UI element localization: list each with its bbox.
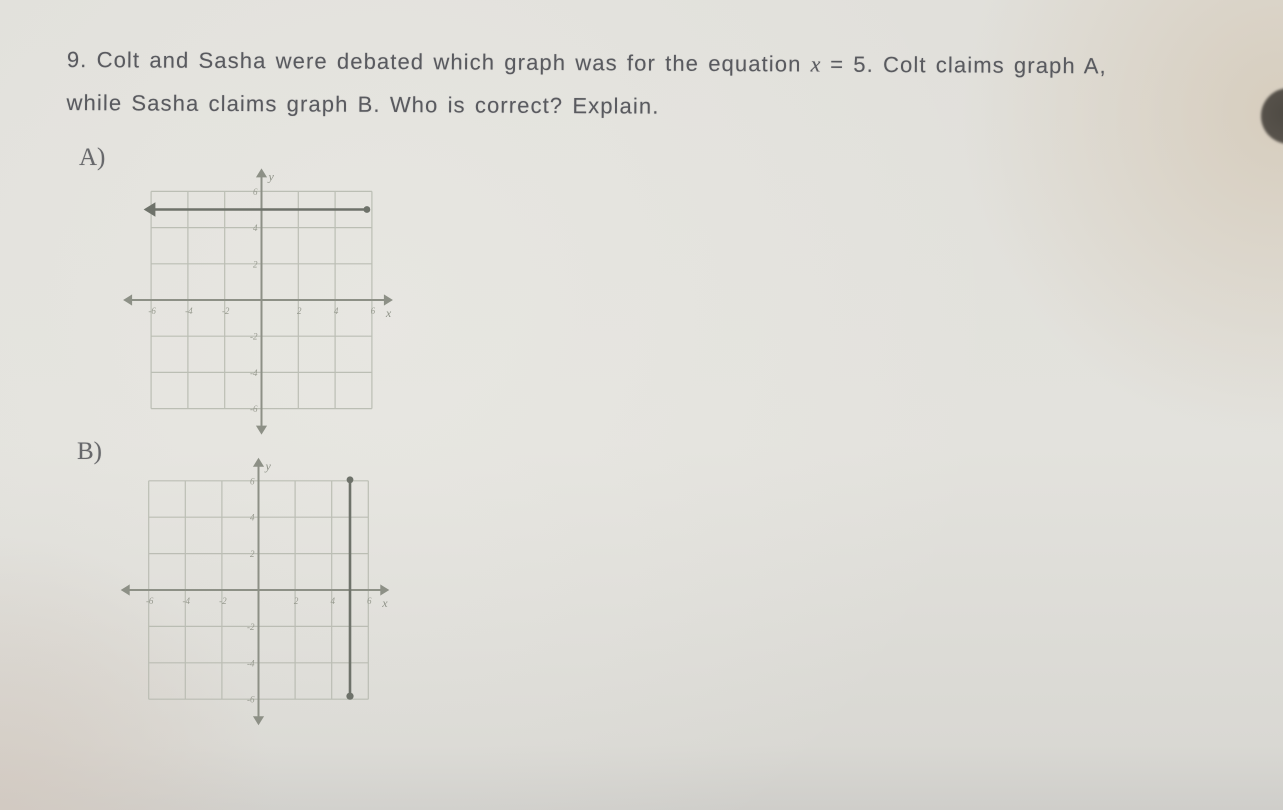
y-tick-label: -2 bbox=[250, 331, 258, 342]
graph-a-line-y=5 bbox=[146, 205, 370, 215]
axis-arrowhead bbox=[384, 294, 393, 305]
x-tick-label: -6 bbox=[145, 596, 154, 606]
axis-arrowhead bbox=[256, 168, 267, 177]
x-tick-label: 2 bbox=[293, 596, 299, 606]
x-tick-label: -2 bbox=[221, 306, 230, 316]
axis-arrowhead bbox=[123, 294, 132, 305]
graph-a-plot bbox=[123, 168, 393, 434]
y-tick-label: 4 bbox=[253, 223, 258, 234]
y-tick-label: 2 bbox=[253, 259, 258, 270]
equation-rest: = 5 bbox=[820, 51, 867, 77]
x-tick-label: 2 bbox=[297, 306, 302, 316]
y-tick-label: 6 bbox=[253, 186, 258, 197]
question-line-2: while Sasha claims graph B. Who is correct? Explain. bbox=[66, 89, 660, 119]
axis-arrowhead bbox=[146, 205, 154, 215]
graph-a-label: A) bbox=[79, 144, 106, 171]
x-tick-label: -6 bbox=[148, 306, 156, 316]
y-tick-label: 4 bbox=[250, 512, 255, 523]
y-tick-label: -6 bbox=[247, 694, 255, 705]
x-axis-letter: x bbox=[382, 596, 388, 610]
x-tick-label: 4 bbox=[333, 306, 339, 316]
axis-arrowhead bbox=[253, 716, 264, 725]
x-tick-label: -4 bbox=[185, 306, 193, 316]
graph-b-plot bbox=[121, 458, 390, 725]
graph-b-line-x=5 bbox=[346, 476, 353, 699]
y-axis-letter: y bbox=[268, 169, 274, 184]
y-axis-letter: y bbox=[265, 458, 271, 473]
axis-arrowhead bbox=[121, 584, 130, 595]
axis-arrowhead bbox=[380, 584, 389, 595]
y-tick-label: -4 bbox=[247, 658, 255, 669]
question-part1: 9. Colt and Sasha were debated which graph was for the equation bbox=[66, 46, 811, 77]
graph-b-axes bbox=[127, 465, 383, 718]
x-tick-label: -2 bbox=[219, 596, 227, 606]
y-tick-label: -4 bbox=[250, 367, 258, 378]
graph-b-axis-letters bbox=[265, 459, 389, 610]
equation-variable: x bbox=[810, 51, 822, 77]
y-tick-label: 6 bbox=[250, 476, 255, 487]
x-tick-label: -4 bbox=[182, 596, 191, 606]
x-tick-label: 6 bbox=[370, 306, 376, 316]
graph-b-label: B) bbox=[77, 438, 102, 465]
question-part2: . Colt claims graph A, bbox=[866, 51, 1107, 79]
y-tick-label: -6 bbox=[250, 404, 258, 415]
axis-arrowhead bbox=[256, 426, 267, 435]
y-tick-label: 2 bbox=[250, 549, 255, 560]
x-axis-letter: x bbox=[385, 306, 392, 320]
axis-arrowhead bbox=[253, 458, 264, 467]
x-tick-label: 6 bbox=[367, 596, 372, 606]
x-tick-label: 4 bbox=[330, 596, 335, 606]
y-tick-label: -2 bbox=[247, 621, 255, 632]
graph-a-axes bbox=[129, 175, 386, 427]
